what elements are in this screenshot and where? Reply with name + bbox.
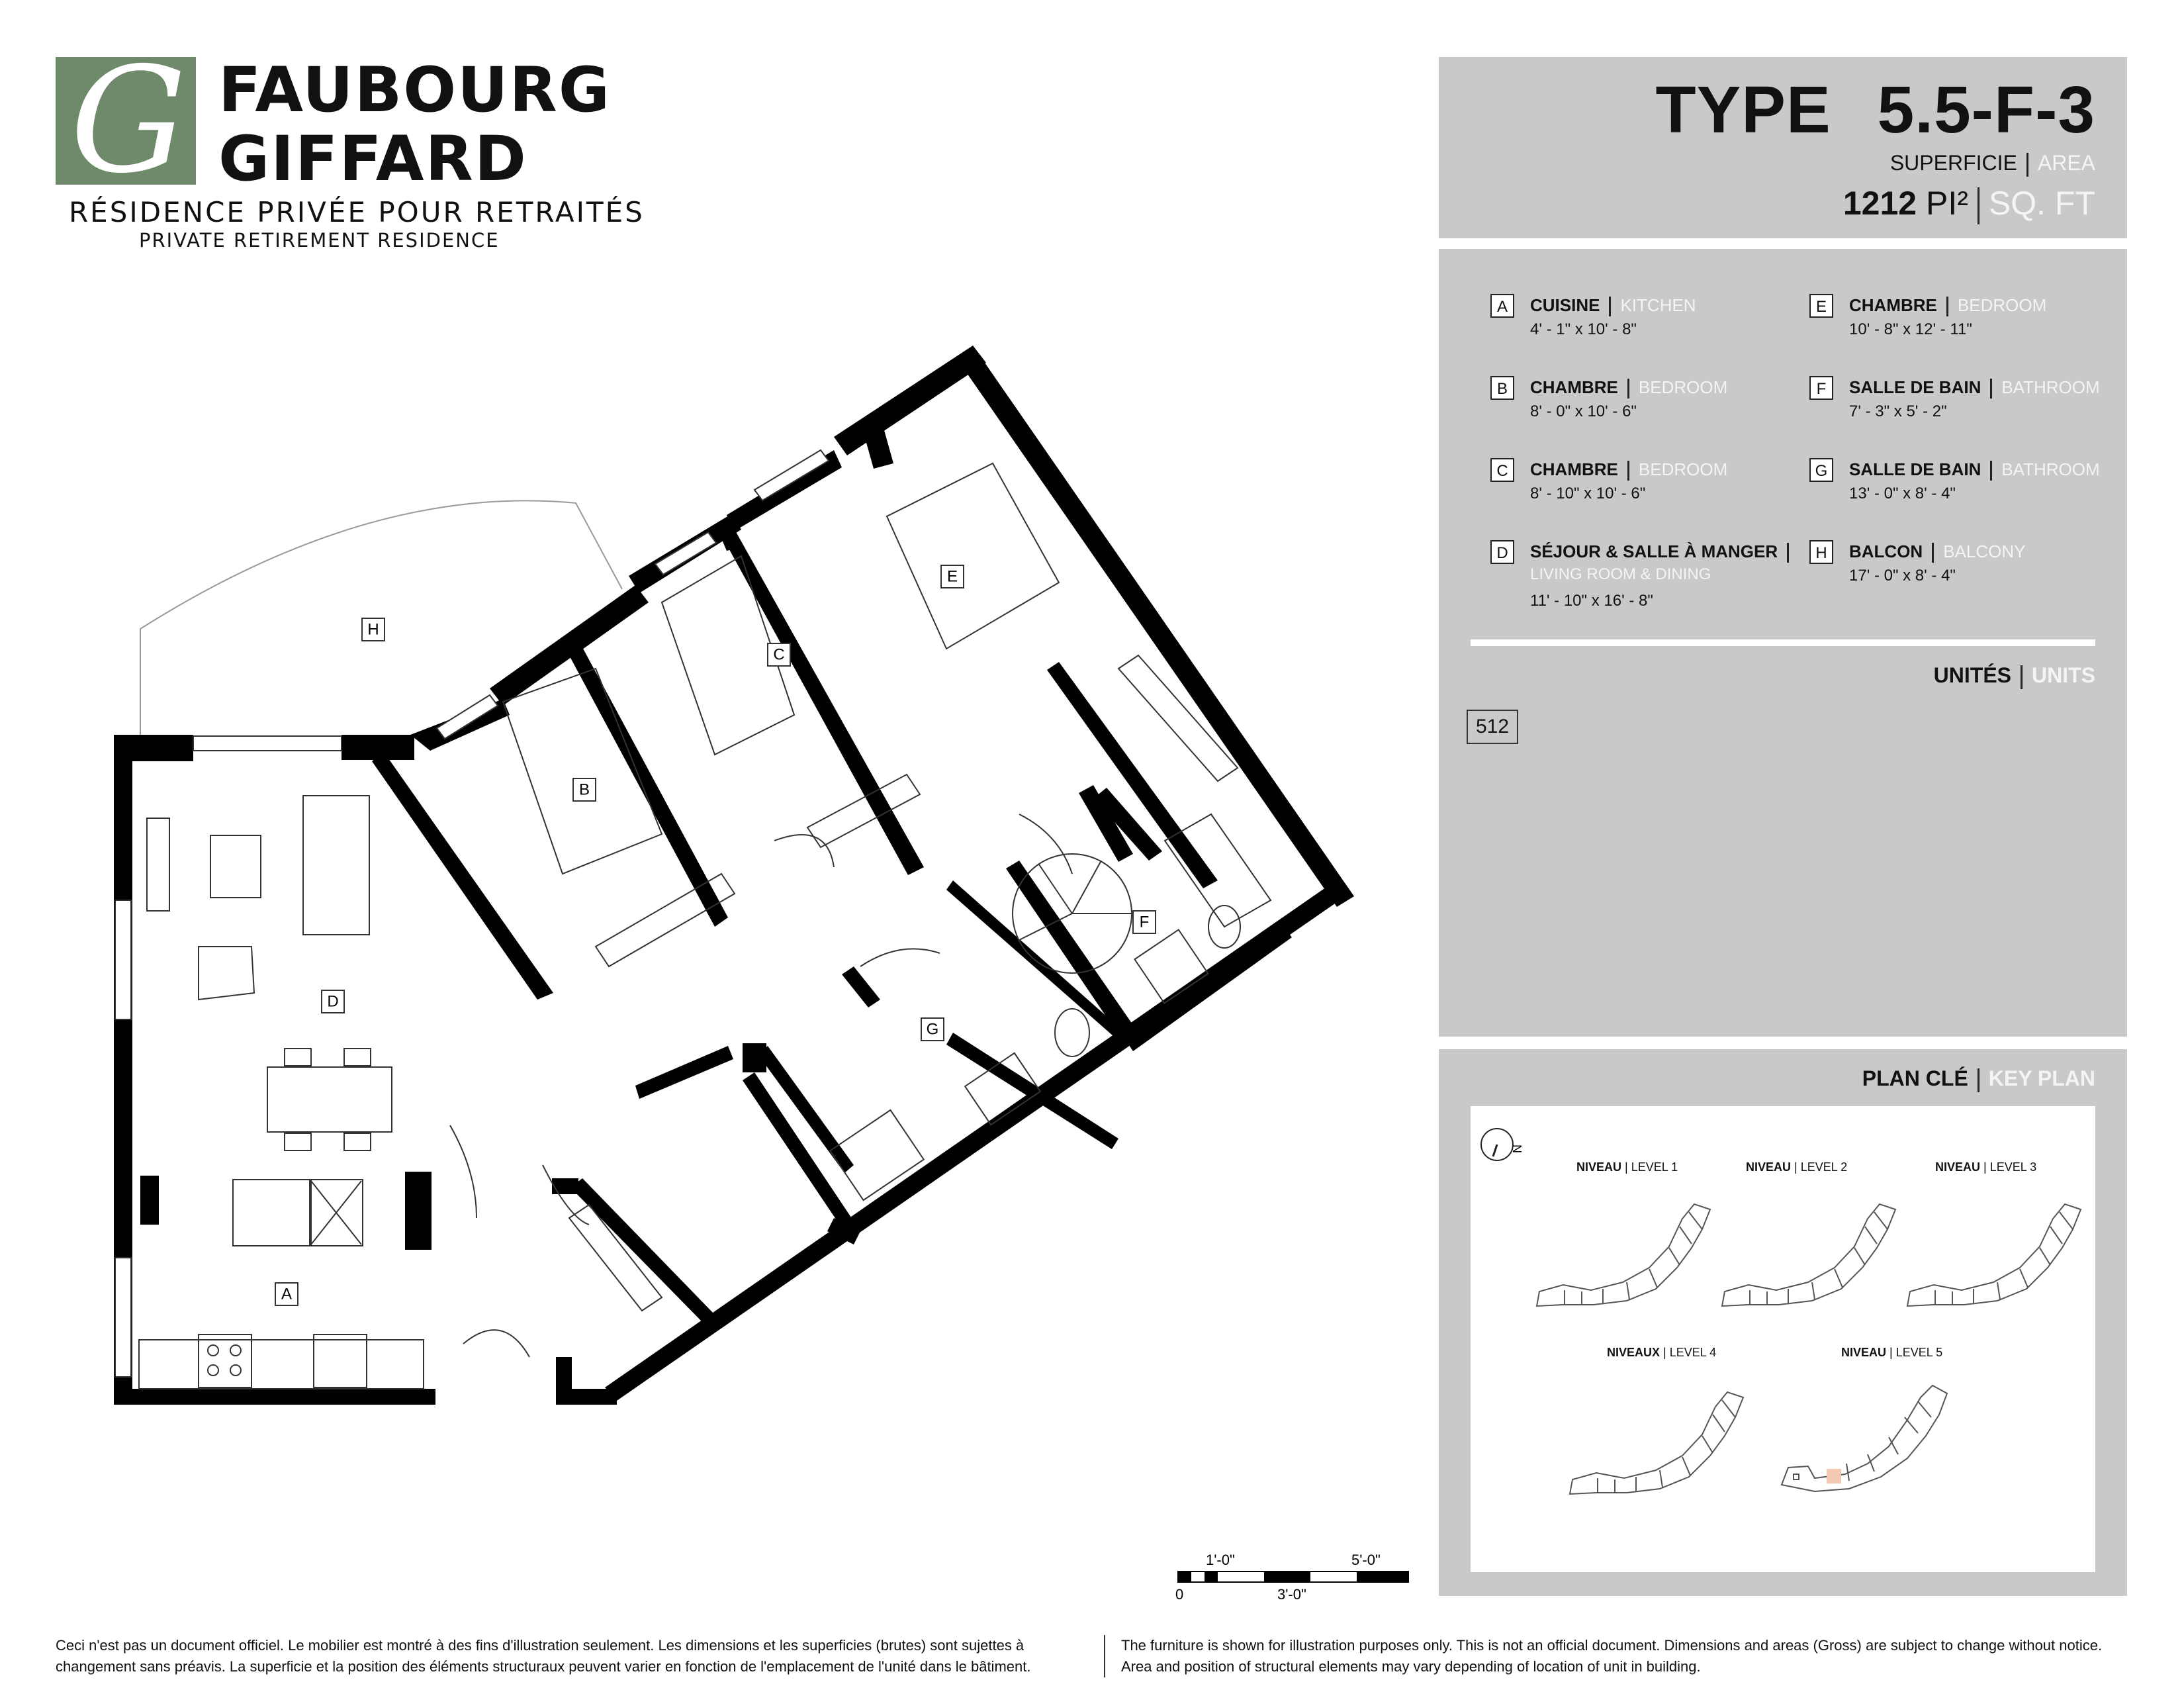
- level-label-2: NIVEAU | LEVEL 2: [1746, 1160, 1848, 1174]
- room-name-fr: CHAMBRE: [1530, 377, 1618, 397]
- key-plan-label-en: KEY PLAN: [1988, 1066, 2095, 1090]
- area-label-en: AREA: [2037, 151, 2095, 175]
- room-name-fr: CHAMBRE: [1530, 459, 1618, 479]
- scale-bar: [1171, 1549, 1423, 1615]
- plan-label-c: C: [773, 645, 785, 664]
- plan-label-b: B: [578, 780, 590, 799]
- plan-label-a: A: [281, 1285, 293, 1303]
- bed-e: [887, 463, 1059, 649]
- stove: [199, 1335, 251, 1387]
- scale-top-right: 5'-0": [1351, 1552, 1381, 1568]
- room-letter-box: D: [1490, 540, 1514, 564]
- level-label-1: NIVEAU | LEVEL 1: [1576, 1160, 1678, 1174]
- unit-type-title: [1655, 73, 2095, 147]
- plan-label-d: D: [327, 992, 339, 1011]
- room-dims: 7' - 3" x 5' - 2": [1849, 402, 1947, 420]
- level-label-3: NIVEAU | LEVEL 3: [1935, 1160, 2037, 1174]
- room-name-en: KITCHEN: [1620, 295, 1696, 315]
- room-dims: 8' - 0" x 10' - 6": [1530, 402, 1637, 420]
- level-label-4: NIVEAUX | LEVEL 4: [1607, 1346, 1717, 1359]
- room-letter-box: G: [1809, 458, 1833, 482]
- units-label-fr: UNITÉS: [1933, 663, 2011, 687]
- room-dims: 10' - 8" x 12' - 11": [1849, 320, 1972, 338]
- disclaimer-fr: Ceci n'est pas un document officiel. Le mobilier est montré à des fins d'illustration seulement. Les dimensions et les superficies (brutes) sont sujettes à changement sans préavis. La superficie et la position des éléments structuraux peuvent varier en fonction de l'emplacement de l'unité dans le bâtiment.: [56, 1637, 1031, 1675]
- logo-letter: G: [70, 57, 187, 185]
- building-level-1: [1537, 1204, 1710, 1306]
- key-plan-buildings: [1471, 1106, 2095, 1572]
- area-label: [1890, 151, 2095, 177]
- area-unit-en: SQ. FT: [1988, 185, 2095, 222]
- furniture: [139, 463, 1271, 1389]
- building-level-5: [1782, 1385, 1947, 1491]
- scale-top-left: 1'-0": [1206, 1552, 1235, 1568]
- key-plan-area: [1471, 1106, 2095, 1572]
- plan-label-f: F: [1139, 913, 1150, 931]
- fridge: [314, 1335, 367, 1387]
- tv-unit: [147, 818, 169, 911]
- area-label-fr: SUPERFICIE: [1889, 151, 2017, 175]
- room-letter-box: A: [1490, 294, 1514, 318]
- room-name-fr: SALLE DE BAIN: [1849, 377, 1981, 397]
- building-level-4: [1570, 1392, 1743, 1494]
- scale-bottom-mid: 3'-0": [1277, 1586, 1306, 1603]
- plan-label-g: G: [926, 1020, 939, 1039]
- rooms-panel: [1439, 249, 2127, 1037]
- room-letter-box: H: [1809, 540, 1833, 564]
- kitchen-lower-counter: [139, 1340, 424, 1389]
- room-name-en: LIVING ROOM & DINING: [1530, 565, 1711, 583]
- room-name-en: BATHROOM: [2001, 377, 2100, 397]
- key-plan-panel: [1439, 1049, 2127, 1596]
- unit-type-panel: [1439, 57, 2127, 238]
- sofa: [303, 796, 369, 935]
- room-name-en: BEDROOM: [1638, 377, 1728, 397]
- brand-name-line2: GIFFARD: [218, 123, 527, 195]
- area-unit-fr: PI²: [1925, 185, 1968, 222]
- footer-divider: [1104, 1635, 1105, 1677]
- kitchen-sink: [233, 1180, 311, 1246]
- coffee-table: [210, 835, 261, 898]
- type-code: 5.5-F-3: [1877, 73, 2095, 147]
- room-letter-box: B: [1490, 376, 1514, 400]
- disclaimer-en: The furniture is shown for illustration purposes only. This is not an official document. Dimensions and areas (Gross) are subject to change without notice. Area and position of structural elements may vary depending of location of unit in building.: [1121, 1637, 2103, 1675]
- room-name-fr: SÉJOUR & SALLE À MANGER: [1530, 541, 1778, 561]
- room-letter-box: E: [1809, 294, 1833, 318]
- room-dims: 17' - 0" x 8' - 4": [1849, 567, 1956, 585]
- room-name-fr: CUISINE: [1530, 295, 1600, 315]
- room-name-en: BALCONY: [1943, 541, 2026, 561]
- plan-label-h: H: [367, 620, 379, 639]
- key-plan-label: [1862, 1066, 2095, 1092]
- room-name-fr: SALLE DE BAIN: [1849, 459, 1981, 479]
- unit-number-box: 512: [1467, 710, 1518, 744]
- rooms-divider: [1471, 639, 2095, 646]
- room-dims: 8' - 10" x 10' - 6": [1530, 485, 1646, 502]
- room-name-en: BEDROOM: [1957, 295, 2047, 315]
- room-letter-box: C: [1490, 458, 1514, 482]
- bathtub-f: [1165, 814, 1271, 927]
- room-dims: 11' - 10" x 16' - 8": [1530, 592, 1653, 610]
- room-letter-box: F: [1809, 376, 1833, 400]
- units-label-en: UNITS: [2032, 663, 2095, 687]
- brand-tagline-fr: RÉSIDENCE PRIVÉE POUR RETRAITÉS: [69, 196, 645, 228]
- armchair: [199, 947, 254, 1000]
- plan-label-e: E: [946, 567, 958, 586]
- dining-table: [267, 1067, 392, 1132]
- toilet-g: [1055, 1009, 1089, 1056]
- building-level-2: [1722, 1204, 1895, 1306]
- highlighted-unit: [1827, 1469, 1841, 1483]
- room-name-en: BEDROOM: [1638, 459, 1728, 479]
- brand-name-line1: FAUBOURG: [218, 54, 612, 126]
- room-dims: 13' - 0" x 8' - 4": [1849, 485, 1956, 502]
- room-dims: 4' - 1" x 10' - 8": [1530, 320, 1637, 338]
- key-plan-label-fr: PLAN CLÉ: [1862, 1066, 1968, 1090]
- level-label-5: NIVEAU | LEVEL 5: [1841, 1346, 1943, 1359]
- type-label: TYPE: [1655, 73, 1831, 147]
- area-value: 1212: [1843, 185, 1917, 222]
- room-name-fr: CHAMBRE: [1849, 295, 1937, 315]
- room-name-en: BATHROOM: [2001, 459, 2100, 479]
- building-level-3: [1907, 1204, 2081, 1306]
- scale-bottom-left: 0: [1175, 1586, 1184, 1603]
- units-label: [1934, 663, 2095, 689]
- area-value-line: [1843, 184, 2095, 224]
- north-label: N: [1510, 1145, 1524, 1153]
- room-name-fr: BALCON: [1849, 541, 1923, 561]
- brand-tagline-en: PRIVATE RETIREMENT RESIDENCE: [139, 229, 500, 252]
